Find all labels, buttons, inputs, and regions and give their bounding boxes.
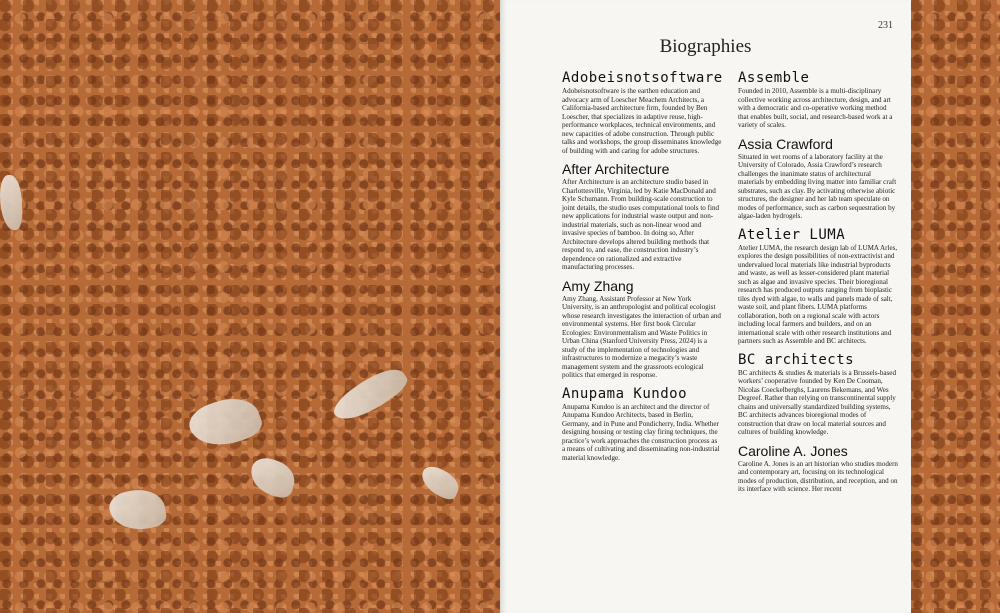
entry-bio: Founded in 2010, Assemble is a multi-disciplinary collective working across architecture, design, and art with a democratic and co-operative working method that enables built, social, and research-based work at a variety of scales. [738, 87, 893, 129]
entry-name: Assemble [738, 70, 810, 86]
entry-name: Amy Zhang [562, 277, 634, 294]
entry-bio: Situated in wet rooms of a laboratory facility at the University of Colorado, Assia Crawford’s research challenges the inanimate status of architectural materials by embedding living matter into familiar craft substrates, such as clay. By activating otherwise abiotic structures, the designer and her lab team speculate on modes of performance, such as carbon sequestration by algae-laden hydrogels. [738, 152, 897, 220]
page-title: Biographies [659, 36, 752, 57]
entry-name: BC architects [738, 351, 855, 368]
entry-name: After Architecture [562, 161, 670, 177]
bio-entry [562, 278, 722, 380]
rock-shard [329, 360, 412, 430]
right-column [738, 70, 898, 500]
biographies-page [500, 0, 911, 613]
bio-entry [738, 443, 898, 494]
entry-bio: Amy Zhang, Assistant Professor at New York University, is an anthropologist and political ecologist whose research investigates the interaction of urban and environmental systems. Her first book Circular Ecologies: Environmentalism and Waste Politics in Urban China (Stanford University Press, 2024) is a study of the implementation of technologies and infrastructures to modernize a megacity’s waste management system and the grassroots ecological politics that emerged in response. [562, 294, 721, 379]
entry-bio: Adobeisnotsoftware is the earthen education and advocacy arm of Loescher Meachem Architects, a California-based architecture firm, founded by Ben Loescher, that specializes in adaptive reuse, high-performance workplaces, technical environments, and new capacities of adobe construction. Through public talks and workshops, the group disseminates knowledge of building with and caring for adobe structures. [562, 87, 722, 155]
bio-entry [562, 161, 722, 272]
rock-shard [0, 175, 22, 230]
rock-shard [246, 455, 299, 500]
bio-entry [738, 227, 898, 346]
entry-name: Caroline A. Jones [738, 442, 848, 459]
bio-entry [562, 386, 722, 463]
soil-photo-right [911, 0, 1000, 613]
bio-entry [738, 352, 898, 437]
rock-shard [417, 463, 464, 503]
entry-bio: BC architects & studies & materials is a Brussels-based workers’ cooperative founded by Ken De Cooman, Nicolas Coeckelberghs, Laurens Bekemans, and Wes Degreef. Rather than relying on transcontinental supply chains and universally standardized building systems, BC architects advances bioregional modes of construction that draw on local material sources and cultures of building knowledge. [738, 368, 897, 436]
entry-bio: Caroline A. Jones is an art historian who studies modern and contemporary art, focusing on its technological modes of production, distribution, and reception, and on its interface with science. Her recent [738, 459, 898, 493]
entry-bio: After Architecture is an architecture studio based in Charlottesville, Virginia, led by Katie MacDonald and Kyle Schumann. From building-scale construction to joint details, the studio uses computational tools to find new applications for industrial waste output and non-industrial materials, such as non-linear wood and invasive species of bamboo. In doing so, After Architecture develops altered building methods that respond to, and ease, the construction industry’s dependence on rationalized and extractive manufacturing processes. [562, 178, 720, 271]
entry-bio: Anupama Kundoo is an architect and the director of Anupama Kundoo Architects, based in Berlin, Germany, and in Pune and Pondicherry, India. Whether designing housing or testing clay firing techniques, the practice’s work approaches the construction process as a means of cultivating and disseminating non-industrial material knowledge. [562, 402, 720, 462]
entry-name: Atelier LUMA [738, 226, 846, 243]
bio-entry [738, 70, 898, 130]
bio-entry [562, 70, 722, 155]
entry-name: Anupama Kundoo [562, 385, 688, 402]
entry-name: Adobeisnotsoftware [562, 70, 723, 86]
page-number: 231 [878, 20, 893, 31]
bio-entry [738, 136, 898, 221]
rock-shard [107, 486, 168, 535]
left-column [562, 70, 722, 468]
entry-name: Assia Crawford [738, 135, 833, 152]
rock-shard [184, 389, 265, 455]
entry-bio: Atelier LUMA, the research design lab of LUMA Arles, explores the design possibilities of non-extractivist and undervalued local materials like industrial byproducts and waste, as well as lesser-considered plant material such as algae and invasive species. Their bioregional research has produced outputs ranging from bioplastic tiles dyed with algae, to walls and panels made of salt, waste soil, and plant fibers. LUMA platforms collaboration, both on a regional scale with actors including local farmers and builders, and on an international scale with other research institutions and partners such as Assemble and BC architects. [738, 243, 898, 345]
